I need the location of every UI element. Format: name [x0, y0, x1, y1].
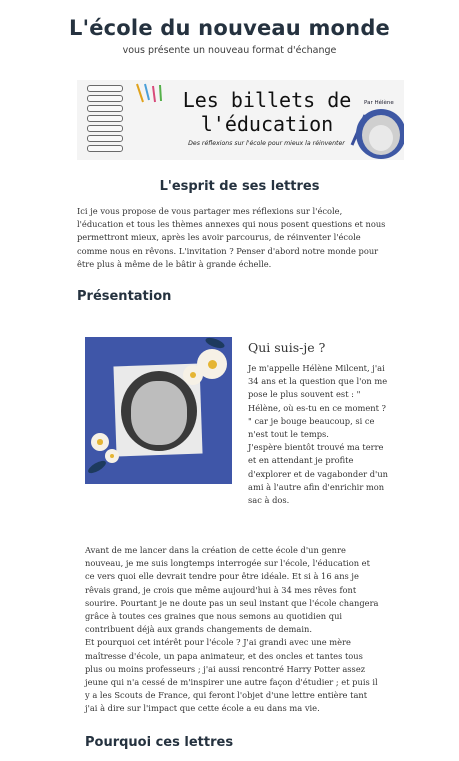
text-line: comme nous en rêvons. L'invitation ? Penser d'abord notre monde pour — [77, 245, 379, 256]
text-line: jeune qui n'a cessé de m'inspirer une autre façon d'étudier ; et puis il — [85, 677, 378, 688]
text-line: Hélène, où es-tu en ce moment ? — [248, 402, 386, 413]
text-line: grâce à toutes ces graines que nous semons au quotidien qui — [85, 611, 343, 622]
section-heading-presentation: Présentation — [77, 289, 172, 304]
author-avatar — [356, 109, 404, 159]
text-line: pose le plus souvent est : " — [248, 389, 361, 400]
text-line: et en attendant je profite — [248, 455, 354, 466]
page-subtitle: vous présente un nouveau format d'échange — [122, 45, 337, 56]
section-heading-why: Pourquoi ces lettres — [85, 735, 234, 750]
section-heading-spirit: L'esprit de ses lettres — [159, 179, 320, 194]
text-line: d'explorer et de vagabonder d'un — [248, 468, 389, 479]
text-line: ami à l'autre afin d'enrichir mon — [248, 481, 385, 492]
text-line: nouveau, je me suis longtemps interrogée sur l'école, l'éducation et — [85, 558, 370, 569]
text-line: Je m'appelle Hélène Milcent, j'ai — [248, 363, 385, 373]
flower-icon — [105, 449, 119, 463]
text-line: ce vers quoi elle devrait tendre pour être idéale. Et si à 16 ans je — [85, 571, 359, 582]
text-line: Avant de me lancer dans la création de cette école d'un genre — [85, 545, 346, 555]
text-line: être plus à même de le bâtir à grande échelle. — [77, 258, 272, 269]
story-paragraph — [85, 544, 400, 716]
text-line: plus ou moins professeurs ; j'ai aussi rencontré Harry Potter assez — [85, 663, 366, 674]
flower-icon — [183, 365, 203, 385]
banner-title — [182, 88, 352, 136]
banner-tagline: Des réflexions sur l'école pour mieux la réinventer — [188, 140, 345, 147]
text-line: maîtresse d'école, un papa animateur, et des oncles et tantes tous — [85, 650, 363, 661]
text-line: Et pourquoi cet intérêt pour l'école ? J'ai grandi avec une mère — [85, 637, 351, 648]
flower-icon — [91, 433, 109, 451]
text-line: sourire. Pourtant je ne doute pas un seul instant que l'école changera — [85, 597, 379, 608]
paperclips-icon — [133, 82, 173, 106]
banner-title-line1: Les billets de — [182, 88, 352, 112]
text-line: sac à dos. — [248, 495, 290, 506]
bio-paragraph — [248, 362, 400, 507]
banner-image — [77, 80, 404, 160]
text-line: permettront mieux, après les avoir parcourus, de réinventer l'école — [77, 232, 361, 243]
spiral-binding-icon — [83, 80, 123, 160]
author-photo — [85, 337, 232, 484]
text-line: 34 ans et la question que l'on me — [248, 376, 388, 387]
text-line: j'ai à dire sur l'impact que cette école a eu dans ma vie. — [85, 703, 320, 714]
intro-paragraph — [77, 205, 407, 271]
text-line: rêvais grand, je crois que même aujourd'hui à 34 mes rêves font — [85, 584, 357, 595]
text-line: J'espère bientôt trouvé ma terre — [248, 442, 384, 453]
text-line: Ici je vous propose de vous partager mes réflexions sur l'école, — [77, 206, 343, 216]
banner-title-line2: l'éducation — [200, 112, 334, 136]
page-title: L'école du nouveau monde — [69, 16, 390, 40]
text-line: y a les Scouts de France, qui feront l'objet d'une lettre entière tant — [85, 690, 368, 701]
banner-byline: Par Hélène — [364, 100, 394, 106]
text-line: l'éducation et tous les thèmes annexes qui nous posent questions et nous — [77, 219, 386, 230]
text-line: n'est tout le temps. — [248, 429, 329, 440]
text-line: " car je bouge beaucoup, si ce — [248, 415, 375, 426]
subheading-who-am-i: Qui suis-je ? — [248, 340, 326, 355]
text-line: contribuent déjà aux grands changements de demain. — [85, 624, 312, 635]
